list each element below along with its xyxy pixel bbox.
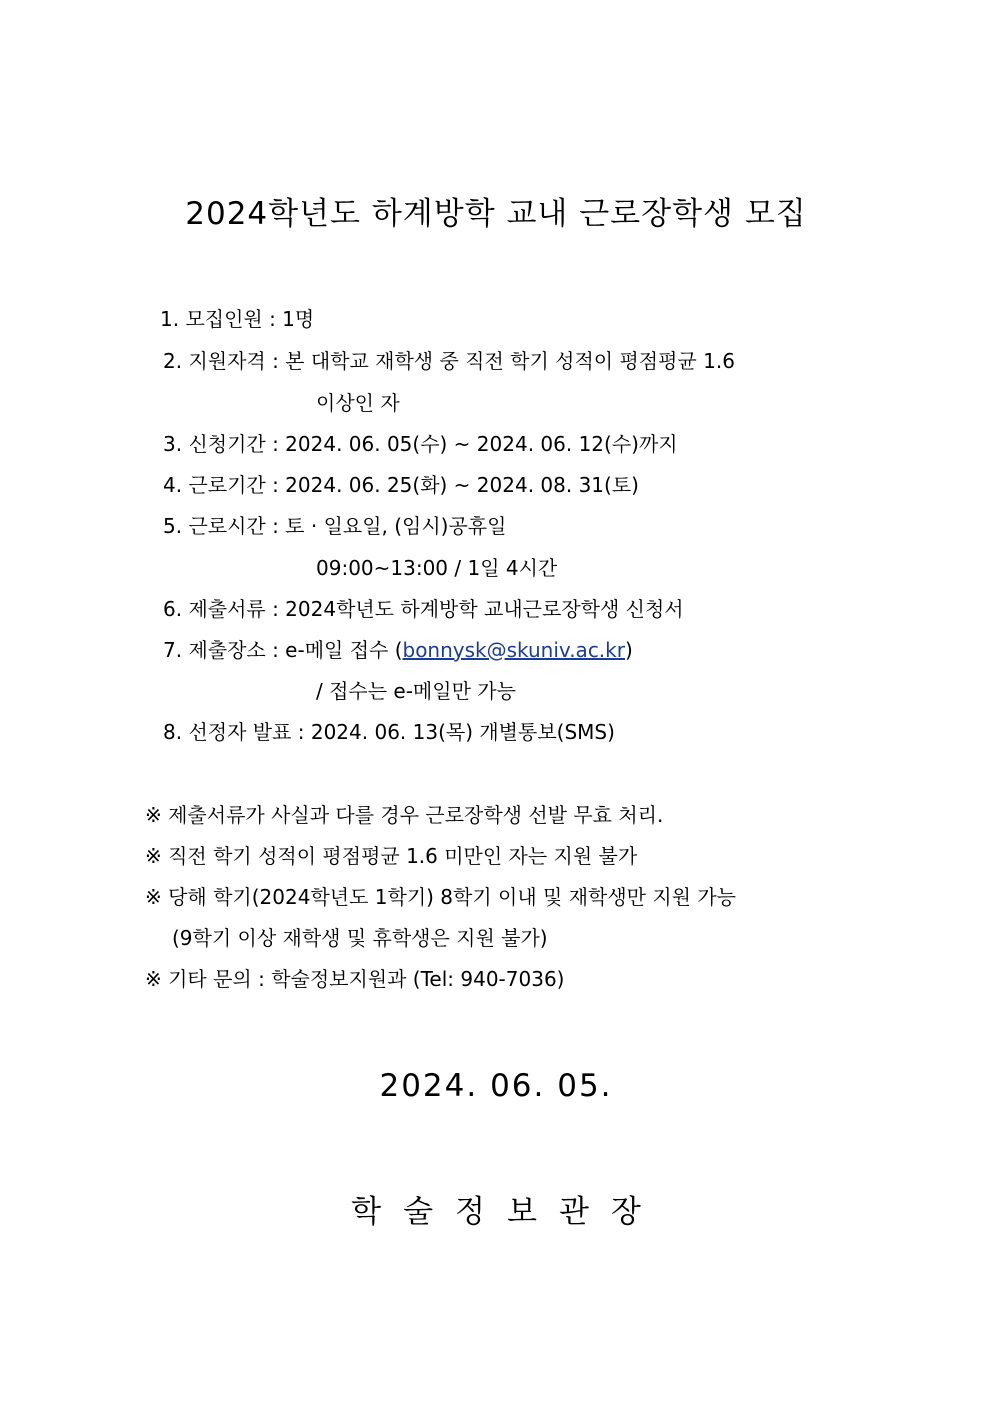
item-documents: 6. 제출서류 : 2024학년도 하계방학 교내근로장학생 신청서 [163, 597, 684, 621]
note-contact: ※ 기타 문의 : 학술정보지원과 (Tel: 940-7036) [145, 967, 565, 991]
item-application-period: 3. 신청기간 : 2024. 06. 05(수) ~ 2024. 06. 12(수)까지 [163, 432, 678, 456]
page-title: 2024학년도 하계방학 교내 근로장학생 모집 [185, 196, 807, 232]
item-work-hours-continued: 09:00~13:00 / 1일 4시간 [316, 556, 558, 580]
note-semester-limit-continued: (9학기 이상 재학생 및 휴학생은 지원 불가) [172, 926, 548, 950]
submission-prefix: 7. 제출장소 : e-메일 접수 ( [163, 638, 403, 662]
item-eligibility: 2. 지원자격 : 본 대학교 재학생 중 직전 학기 성적이 평점평균 1.6 [163, 349, 735, 373]
item-eligibility-continued: 이상인 자 [316, 391, 400, 415]
email-link[interactable]: bonnysk@skuniv.ac.kr [402, 638, 625, 662]
note-false-documents: ※ 제출서류가 사실과 다를 경우 근로장학생 선발 무효 처리. [145, 803, 664, 827]
item-recruitment-count: 1. 모집인원 : 1명 [160, 307, 315, 331]
submission-suffix: ) [624, 638, 633, 662]
notice-date: 2024. 06. 05. [379, 1068, 613, 1104]
item-work-period: 4. 근로기간 : 2024. 06. 25(화) ~ 2024. 08. 31(토) [163, 473, 639, 497]
item-work-hours: 5. 근로시간 : 토 · 일요일, (임시)공휴일 [163, 514, 507, 538]
issuing-organization: 학술정보관장 [351, 1194, 663, 1230]
note-grade-restriction: ※ 직전 학기 성적이 평점평균 1.6 미만인 자는 지원 불가 [145, 844, 638, 868]
note-semester-limit: ※ 당해 학기(2024학년도 1학기) 8학기 이내 및 재학생만 지원 가능 [145, 885, 736, 909]
item-submission-continued: / 접수는 e-메일만 가능 [316, 679, 516, 703]
item-announcement: 8. 선정자 발표 : 2024. 06. 13(목) 개별통보(SMS) [163, 720, 615, 744]
item-submission-place [163, 636, 633, 664]
